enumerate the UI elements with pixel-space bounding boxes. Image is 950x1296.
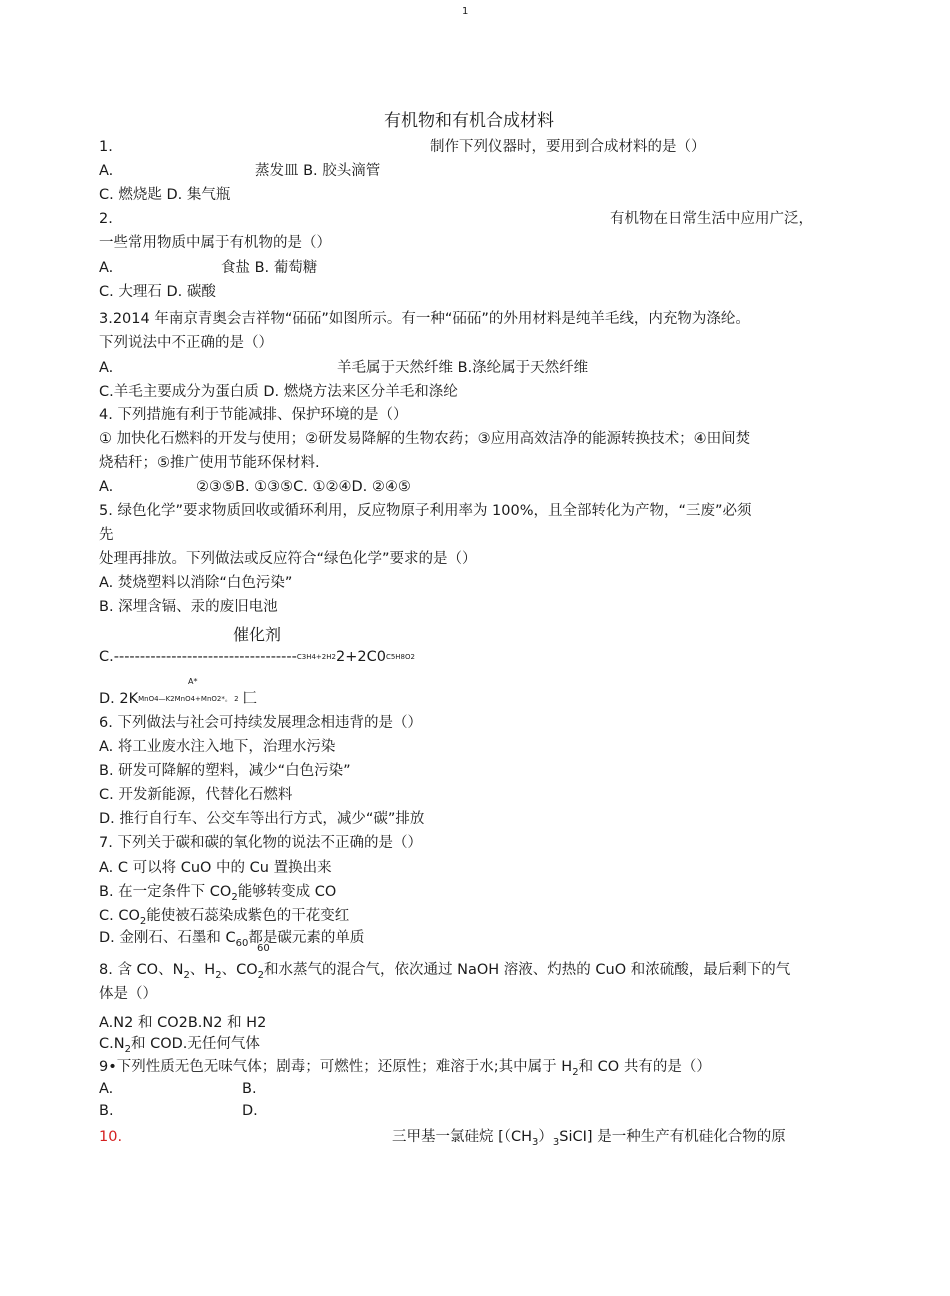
q7-option-a: A. C 可以将 CuO 中的 Cu 置换出来 (99, 860, 332, 876)
q8-options-cd-pre: C.N (99, 1036, 125, 1052)
q5-catalyst-label: 催化剂 (233, 625, 282, 644)
q8-stem-part2: 、H (189, 962, 216, 978)
q9-option-d: D. (242, 1103, 258, 1119)
q9-stem-post: 和 CO 共有的是（） (578, 1059, 711, 1075)
q5-option-c-head: C.----------------------------------- (99, 649, 297, 665)
q1-option-a-label: A. (99, 163, 114, 179)
q5-option-c (99, 647, 415, 669)
q9-option-b-col: B. (242, 1081, 257, 1097)
q3-stem-line2: 下列说法中不正确的是（） (99, 335, 273, 351)
q3-options-cd: C.羊毛主要成分为蛋白质 D. 燃烧方法来区分羊毛和涤纶 (99, 384, 458, 400)
q5-option-c-product: C5H8O2 (385, 653, 415, 661)
q1-stem: 制作下列仪器时，要用到合成材料的是（） (430, 139, 706, 155)
q4-option-a-label: A. (99, 479, 114, 495)
q9-option-b-row: B. (99, 1103, 114, 1119)
q10-number: 10. (99, 1129, 123, 1145)
q3-option-a-label: A. (99, 360, 114, 376)
q5-option-b: B. 深埋含镉、汞的废旧电池 (99, 599, 278, 615)
q10-stem-mid: ） (538, 1129, 553, 1145)
subscript: 2 (231, 892, 238, 903)
q7-option-b (99, 882, 336, 904)
q8-stem-line1 (99, 960, 790, 982)
q5-stem-line2: 先 (99, 527, 114, 543)
q2-options-ab: 食盐 B. 葡萄糖 (221, 260, 318, 276)
q5-option-d-head: D. 2K (99, 691, 139, 707)
q7-option-b-pre: B. 在一定条件下 CO (99, 884, 232, 900)
q10-stem-post: SiCI] 是一种生产有机硅化合物的原 (559, 1129, 786, 1145)
q7-stem: 7. 下列关于碳和碳的氧化物的说法不正确的是（） (99, 835, 422, 851)
q5-stem-line1: 5. 绿色化学”要求物质回收或循环利用，反应物原子利用率为 100%，且全部转化为产物，“三废”必须 (99, 503, 752, 519)
q1-options-ab: 蒸发皿 B. 胶头滴管 (255, 163, 381, 179)
q10-stem-pre: 三甲基一氯硅烷 [（CH (392, 1129, 533, 1145)
q8-options-cd-post: 和 COD.无任何气体 (130, 1036, 260, 1052)
subscript: 2 (139, 916, 147, 927)
q7-option-d (99, 928, 364, 950)
q9-stem-pre: 9•下列性质无色无味气体；剧毒；可燃性；还原性；难溶于水;其中属于 H (99, 1059, 573, 1075)
subscript: 2 (572, 1067, 579, 1078)
q4-items-line1: ① 加快化石燃料的开发与使用；②研发易降解的生物农药；③应用高效洁净的能源转换技术；④田间焚 (99, 431, 751, 447)
q7-stray-subscript: 60 (257, 943, 270, 954)
q4-options: ②③⑤B. ①③⑤C. ①②④D. ②④⑤ (196, 479, 411, 495)
q7-option-d-pre: D. 金刚石、石墨和 C (99, 930, 236, 946)
subscript: 3 (552, 1137, 560, 1148)
q3-options-ab: 羊毛属于天然纤维 B.涤纶属于天然纤维 (337, 360, 589, 376)
subscript: 2 (215, 970, 222, 981)
q10-stem (392, 1127, 786, 1149)
q4-stem: 4. 下列措施有利于节能减排、保护环境的是（） (99, 407, 408, 423)
subscript: 3 (532, 1137, 539, 1148)
q6-option-c: C. 开发新能源，代替化石燃料 (99, 787, 293, 803)
q7-option-d-post: 都是碳元素的单质 (248, 930, 365, 946)
q7-option-c (99, 906, 349, 928)
q5-option-d-equation: MnO4—K2MnO4+MnO2*。 2 (138, 695, 239, 703)
q6-option-b: B. 研发可降解的塑料，减少“白色污染” (99, 763, 351, 779)
q5-option-c-mid: 2+2C0 (335, 649, 386, 665)
q3-stem-line1: 3.2014 年南京青奥会吉祥物“砳砳”如图所示。有一种“砳砳”的外用材料是纯羊毛线，内充物为涤纶。 (99, 311, 750, 327)
q8-stem-part1: 8. 含 CO、N (99, 962, 184, 978)
page-number: 1 (462, 6, 469, 17)
q7-option-c-post: 能使被石蕊染成紫色的干花变红 (146, 908, 350, 924)
q8-stem-part4: 和水蒸气的混合气，依次通过 NaOH 溶液、灼热的 CuO 和浓硫酸，最后剩下的气 (264, 962, 791, 978)
q5-option-d (99, 689, 257, 711)
q2-option-a-label: A. (99, 260, 114, 276)
q6-option-d: D. 推行自行车、公交车等出行方式，减少“碳”排放 (99, 811, 425, 827)
q9-stem (99, 1057, 711, 1079)
q1-options-cd: C. 燃烧匙 D. 集气瓶 (99, 187, 231, 203)
q8-options-cd (99, 1034, 260, 1056)
subscript: 60 (235, 938, 249, 949)
q6-stem: 6. 下列做法与社会可持续发展理念相违背的是（） (99, 715, 422, 731)
subscript: 2 (257, 970, 265, 981)
page-title: 有机物和有机合成材料 (384, 111, 554, 131)
q5-option-c-reactants: C3H4+2H2 (296, 653, 336, 661)
q5-heat-mark: A* (188, 677, 198, 686)
q8-stem-part3: 、CO (221, 962, 258, 978)
q8-options-ab: A.N2 和 CO2B.N2 和 H2 (99, 1015, 267, 1031)
q1-number: 1. (99, 139, 113, 155)
subscript: 2 (124, 1044, 131, 1055)
q7-option-b-post: 能够转变成 CO (237, 884, 337, 900)
q8-stem-line2: 体是（） (99, 986, 157, 1002)
q5-stem-line3: 处理再排放。下列做法或反应符合“绿色化学”要求的是（） (99, 551, 477, 567)
subscript: 2 (183, 970, 190, 981)
q5-option-a: A. 焚烧塑料以消除“白色污染” (99, 575, 293, 591)
q2-stem-line1: 有机物在日常生活中应用广泛， (610, 211, 813, 227)
q5-option-d-tail: 匚 (242, 691, 258, 707)
q2-number: 2. (99, 211, 113, 227)
q2-options-cd: C. 大理石 D. 碳酸 (99, 284, 216, 300)
q6-option-a: A. 将工业废水注入地下，治理水污染 (99, 739, 336, 755)
q7-option-c-pre: C. CO (99, 908, 140, 924)
q4-items-line2: 烧秸秆；⑤推广使用节能环保材料. (99, 455, 320, 471)
q9-option-a: A. (99, 1081, 114, 1097)
q2-stem-line2: 一些常用物质中属于有机物的是（） (99, 235, 331, 251)
